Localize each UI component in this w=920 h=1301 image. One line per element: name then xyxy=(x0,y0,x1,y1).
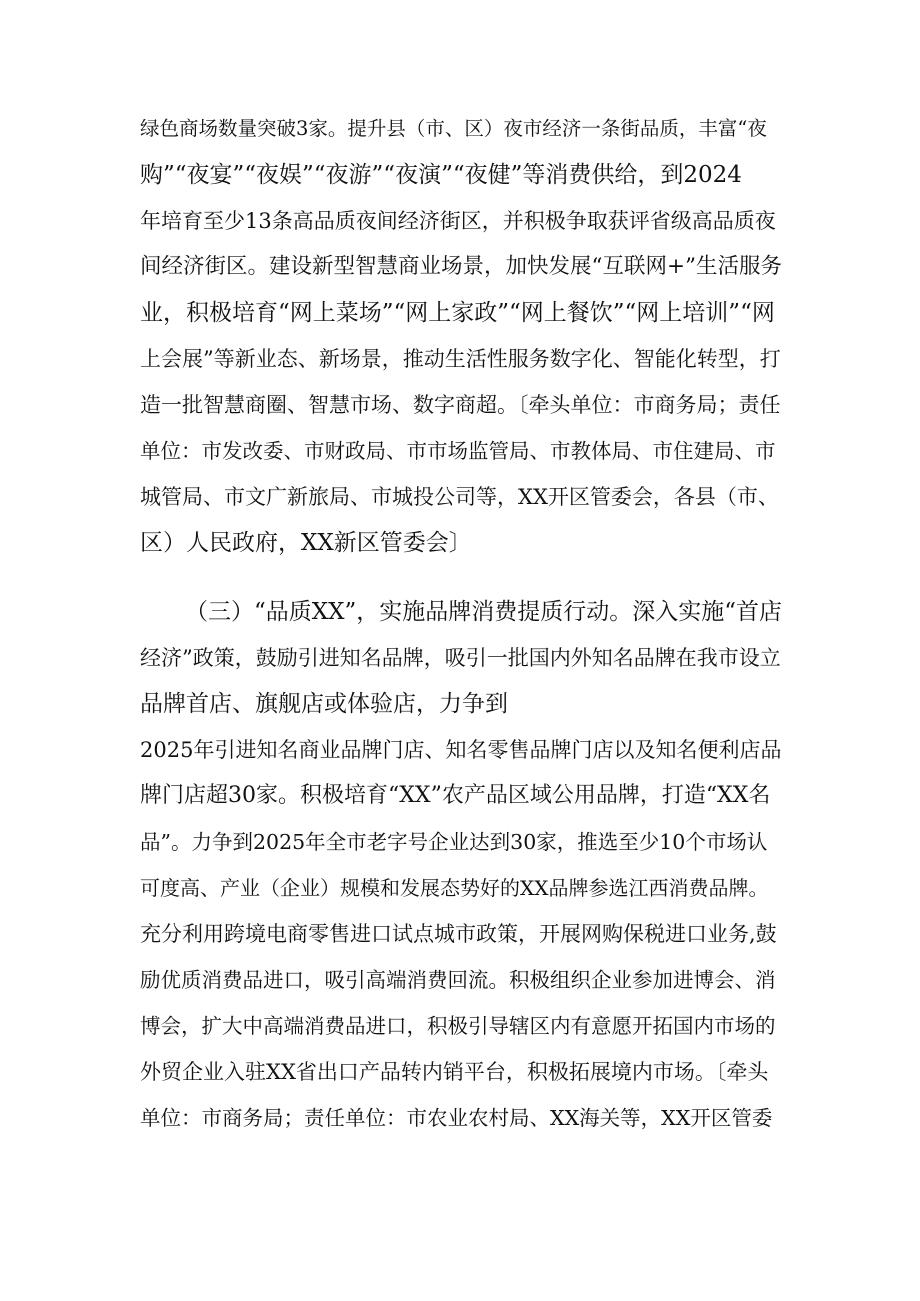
text-line: 绿色商场数量突破3家。提升县（市、区）夜市经济一条街品质，丰富“夜 xyxy=(140,117,767,140)
text-line: 单位：市商务局；责任单位：市农业农村局、XX海关等，XX开区管委 xyxy=(140,1106,773,1130)
text-line: 区）人民政府，XX新区管委会〕 xyxy=(140,530,472,556)
text-line: 励优质消费品进口，吸引高端消费回流。积极组织企业参加进博会、消 xyxy=(140,968,776,992)
text-line: 间经济街区。建设新型智慧商业场景，加快发展“互联网+”生活服务 xyxy=(140,254,783,279)
text-line: 购”“夜宴”“夜娱”“夜游”“夜演”“夜健”等消费供给，到2024 xyxy=(140,162,742,188)
text-line: 可度高、产业（企业）规模和发展态势好的XX品牌参选江西消费品牌。 xyxy=(140,876,769,900)
text-line: 经济”政策，鼓励引进知名品牌，吸引一批国内外知名品牌在我市设立 xyxy=(140,646,781,670)
section-heading-line: （三）“品质XX”，实施品牌消费提质行动。深入实施“首店 xyxy=(185,599,783,625)
text-line: 造一批智慧商圈、智慧市场、数字商超。〔牵头单位：市商务局；责任 xyxy=(140,393,781,417)
text-line: 单位：市发改委、市财政局、市市场监管局、市教体局、市住建局、市 xyxy=(140,439,776,463)
text-line: 城管局、市文广新旅局、市城投公司等，XX开区管委会，各县（市、 xyxy=(140,485,779,509)
text-line: 外贸企业入驻XX省出口产品转内销平台，积极拓展境内市场。〔牵头 xyxy=(140,1060,769,1084)
text-line: 充分利用跨境电商零售进口试点城市政策，开展网购保税进口业务,鼓 xyxy=(140,922,777,946)
text-line: 年培育至少13条高品质夜间经济街区，并积极争取获评省级高品质夜 xyxy=(140,209,776,233)
text-line: 品牌首店、旗舰店或体验店，力争到 xyxy=(140,691,508,717)
text-line: 业，积极培育“网上菜场”“网上家政”“网上餐饮”“网上培训”“网 xyxy=(140,300,775,326)
text-line: 牌门店超30家。积极培育“XX”农产品区域公用品牌，打造“XX名 xyxy=(140,783,771,808)
text-line: 博会，扩大中高端消费品进口，积极引导辖区内有意愿开拓国内市场的 xyxy=(140,1014,776,1038)
text-line: 品”。力争到2025年全市老字号企业达到30家，推选至少10个市场认 xyxy=(140,830,768,854)
text-line: 上会展”等新业态、新场景，推动生活性服务数字化、智能化转型，打 xyxy=(140,347,781,371)
text-line: 2025年引进知名商业品牌门店、知名零售品牌门店以及知名便利店品 xyxy=(140,738,782,762)
